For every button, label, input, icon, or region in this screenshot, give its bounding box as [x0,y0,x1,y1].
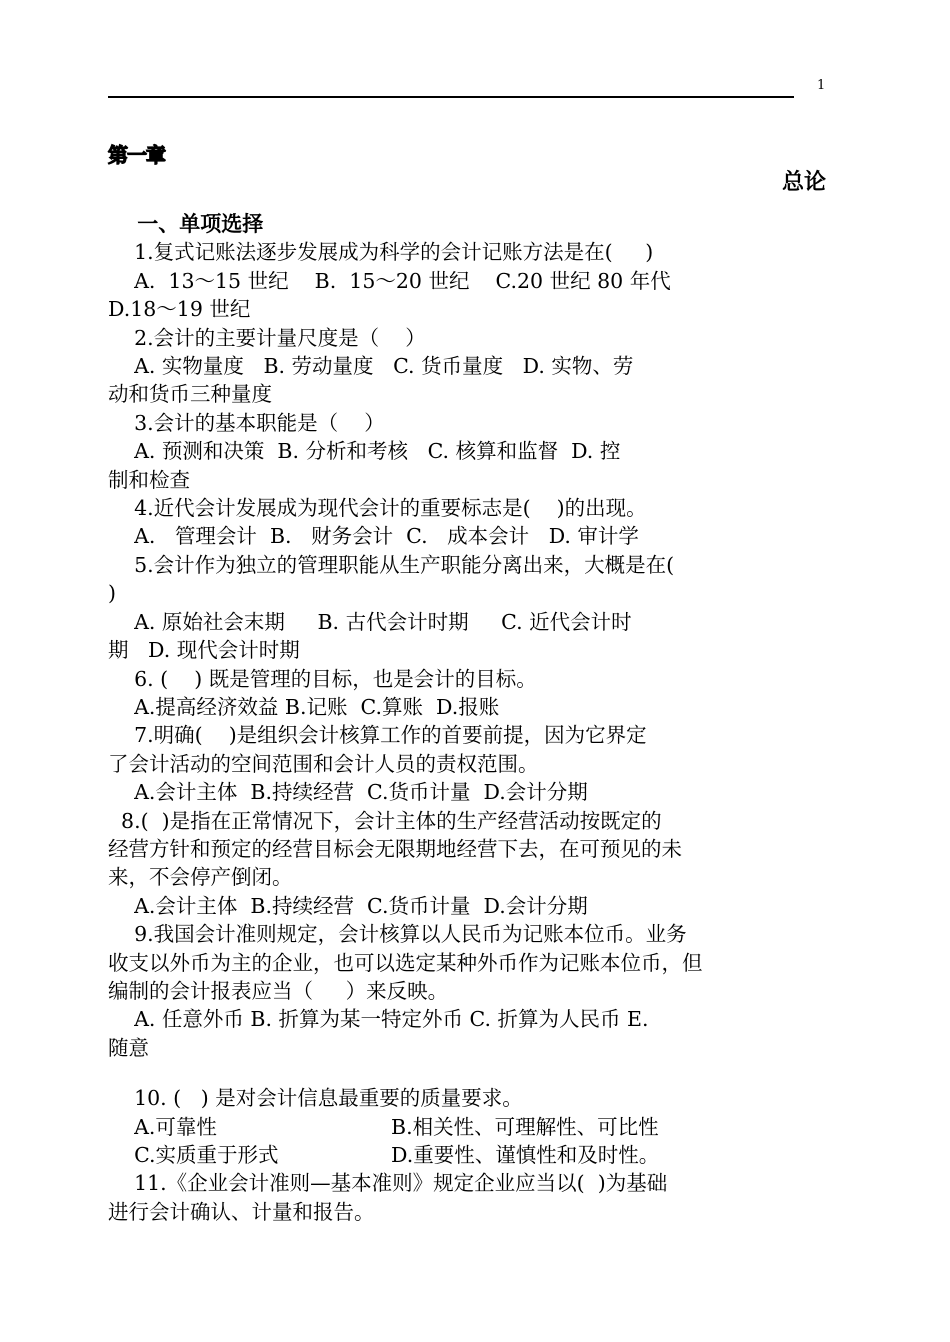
question-9-options: A. 任意外币 B. 折算为某一特定外币 C. 折算为人民币 E. [108,1007,649,1032]
question-9-options-cont: 随意 [108,1035,149,1060]
question-1-options-cont: D.18～19 世纪 [108,297,251,322]
question-8-cont-2: 来，不会停产倒闭。 [108,865,293,890]
question-3-options: A. 预测和决策 B. 分析和考核 C. 核算和监督 D. 控 [108,439,621,464]
question-11-cont: 进行会计确认、计量和报告。 [108,1199,375,1224]
question-11: 11.《企业会计准则—基本准则》规定企业应当以( )为基础 [108,1171,668,1196]
question-1-options: A. 13～15 世纪 B. 15～20 世纪 C.20 世纪 80 年代 [108,268,671,293]
question-8: 8.( )是指在正常情况下，会计主体的生产经营活动按既定的 [108,808,662,833]
chapter-title: 总论 [781,169,826,195]
question-9-cont: 收支以外币为主的企业，也可以选定某种外币作为记账本位币，但 [108,950,703,975]
question-8-options: A.会计主体 B.持续经营 C.货币计量 D.会计分期 [108,893,588,918]
question-10-option-a: A.可靠性 [108,1114,217,1139]
section-heading: 一、单项选择 [137,211,264,236]
question-9-cont-2: 编制的会计报表应当（ ）来反映。 [108,978,449,1003]
question-10: 10. ( ) 是对会计信息最重要的质量要求。 [108,1086,523,1111]
header-rule [108,96,794,98]
question-10-options-row-2 [108,1141,826,1169]
chapter-label: 第一章 [108,143,165,167]
question-6-options: A.提高经济效益 B.记账 C.算账 D.报账 [108,694,500,719]
spacer [108,1062,826,1084]
question-4: 4.近代会计发展成为现代会计的重要标志是( )的出现。 [108,496,647,521]
question-5-options: A. 原始社会末期 B. 古代会计时期 C. 近代会计时 [108,609,632,634]
question-10-option-b: B.相关性、可理解性、可比性 [391,1114,659,1139]
question-5-options-cont: 期 D. 现代会计时期 [108,638,300,663]
question-3: 3.会计的基本职能是（ ） [108,410,385,435]
question-2: 2.会计的主要计量尺度是（ ） [108,325,426,350]
question-7-cont: 了会计活动的空间范围和会计人员的责权范围。 [108,751,539,776]
question-10-option-c: C.实质重于形式 [108,1143,279,1167]
question-3-options-cont: 制和检查 [108,467,190,492]
question-8-cont: 经营方针和预定的经营目标会无限期地经营下去，在可预见的未 [108,836,682,861]
question-7: 7.明确( )是组织会计核算工作的首要前提，因为它界定 [108,723,647,748]
question-2-options: A. 实物量度 B. 劳动量度 C. 货币量度 D. 实物、劳 [108,354,634,379]
question-10-option-d: D.重要性、谨慎性和及时性。 [391,1143,660,1167]
question-9: 9.我国会计准则规定，会计核算以人民币为记账本位币。业务 [108,922,687,947]
question-5-cont: ) [108,581,116,606]
question-list [108,210,826,1226]
question-2-options-cont: 动和货币三种量度 [108,382,272,407]
question-10-options-row-1 [108,1113,826,1141]
question-5: 5.会计作为独立的管理职能从生产职能分离出来，大概是在( [108,552,675,577]
question-7-options: A.会计主体 B.持续经营 C.货币计量 D.会计分期 [108,780,588,805]
question-6: 6. ( ) 既是管理的目标，也是会计的目标。 [108,666,537,691]
question-4-options: A. 管理会计 B. 财务会计 C. 成本会计 D. 审计学 [108,524,639,549]
question-1: 1.复式记账法逐步发展成为科学的会计记账方法是在( ) [108,240,654,265]
page-number: 1 [817,78,826,93]
